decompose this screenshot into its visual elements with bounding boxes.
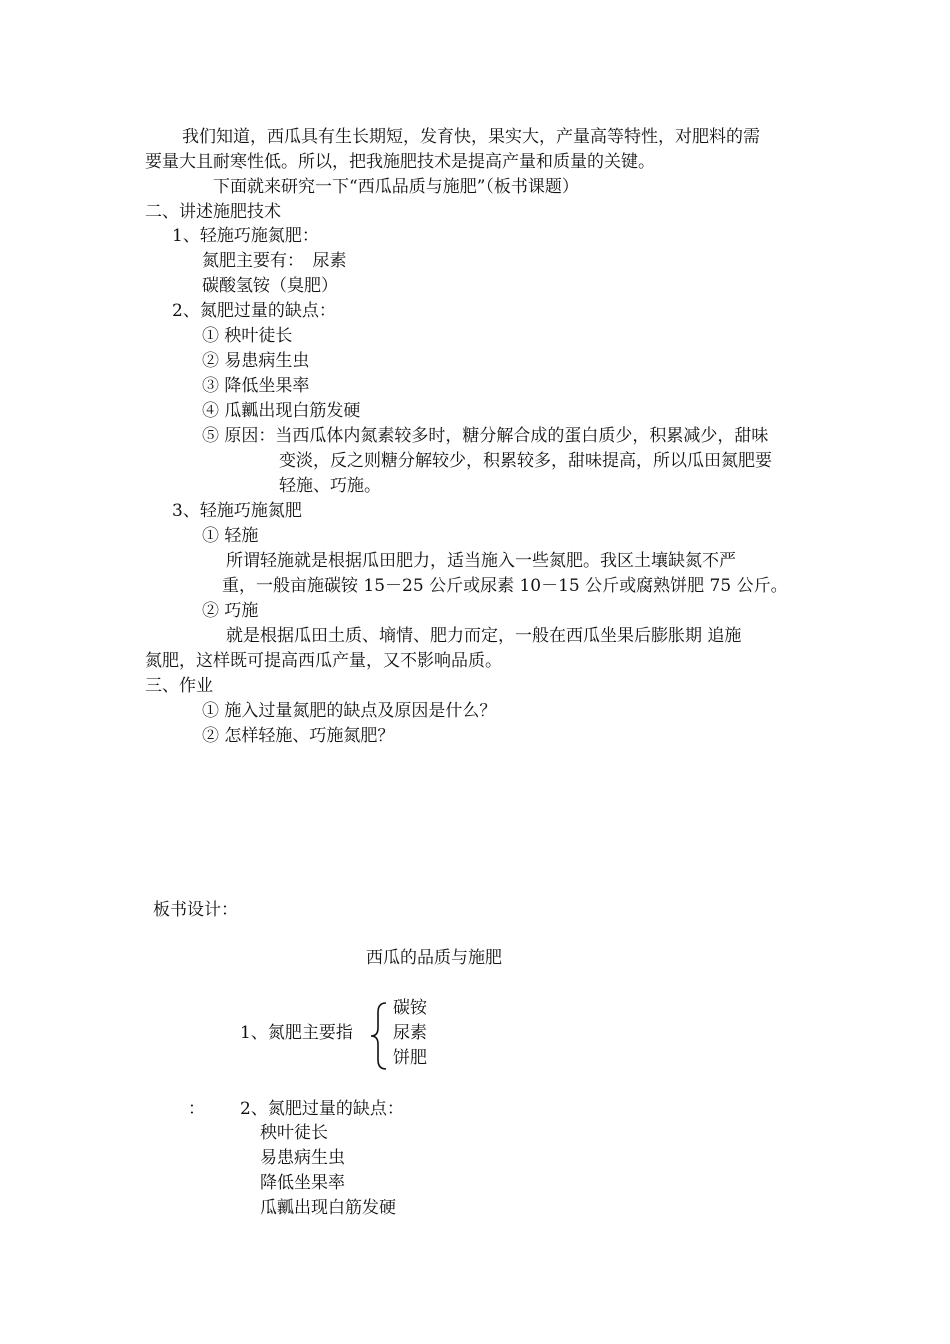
item-3-sub-2-title: ② 巧施 [202,601,259,621]
item-2-point-3: ③ 降低坐果率 [202,376,310,396]
board-item-2-point-2: 易患病生虫 [260,1148,345,1168]
item-2-point-1: ① 秧叶徒长 [202,326,293,346]
section-2-heading: 二、讲述施肥技术 [145,202,281,222]
item-1-line-2: 碳酸氢铵（臭肥） [202,276,338,296]
homework-question-2: ② 怎样轻施、巧施氮肥？ [202,726,395,746]
board-design-label: 板书设计： [153,900,238,920]
board-item-1-option-1: 碳铵 [393,998,427,1018]
board-item-2-point-3: 降低坐果率 [260,1173,345,1193]
item-1-line-1: 氮肥主要有： 尿素 [202,251,347,271]
item-2-reason-line-2: 变淡，反之则糖分解较少，积累较多，甜味提高，所以瓜田氮肥要 [279,451,772,471]
homework-question-1: ① 施入过量氮肥的缺点及原因是什么？ [202,701,497,721]
board-title: 西瓜的品质与施肥 [366,948,502,968]
item-2-point-4: ④ 瓜瓤出现白筋发硬 [202,401,361,421]
item-3-title: 3、轻施巧施氮肥 [172,501,302,521]
board-item-1-option-3: 饼肥 [393,1048,427,1068]
intro-line-3: 下面就来研究一下“西瓜品质与施肥”（板书课题） [213,177,579,197]
item-2-point-2: ② 易患病生虫 [202,351,310,371]
item-3-sub-1-line-2: 重，一般亩施碳铵 15－25 公斤或尿素 10－15 公斤或腐熟饼肥 75 公斤。 [222,576,788,596]
board-item-1-label: 1、氮肥主要指 [240,1023,353,1043]
item-2-title: 2、氮肥过量的缺点： [172,301,336,321]
board-stray-colon: ： [188,1099,205,1119]
intro-line-2: 要量大且耐寒性低。所以，把我施肥技术是提高产量和质量的关键。 [145,152,655,172]
item-1-title: 1、轻施巧施氮肥： [172,226,319,246]
board-item-2-point-1: 秧叶徒长 [260,1123,328,1143]
intro-line-1: 我们知道，西瓜具有生长期短，发育快，果实大，产量高等特性，对肥料的需 [182,127,760,147]
board-item-2-point-4: 瓜瓤出现白筋发硬 [260,1198,396,1218]
board-item-2-label: 2、氮肥过量的缺点： [240,1099,404,1119]
item-3-sub-2-line-1: 就是根据瓜田土质、墒情、肥力而定，一般在西瓜坐果后膨胀期 追施 [226,626,742,646]
curly-brace-icon [369,1000,389,1072]
section-3-heading: 三、作业 [145,676,213,696]
item-3-sub-1-line-1: 所谓轻施就是根据瓜田肥力，适当施入一些氮肥。我区土壤缺氮不严 [226,551,736,571]
item-3-sub-2-line-2: 氮肥，这样既可提高西瓜产量，又不影响品质。 [145,651,502,671]
item-2-reason-line-3: 轻施、巧施。 [279,476,381,496]
item-3-sub-1-title: ① 轻施 [202,526,259,546]
board-item-1-option-2: 尿素 [393,1023,427,1043]
item-2-reason-line-1: ⑤ 原因：当西瓜体内氮素较多时，糖分解合成的蛋白质少，积累减少，甜味 [202,426,769,446]
